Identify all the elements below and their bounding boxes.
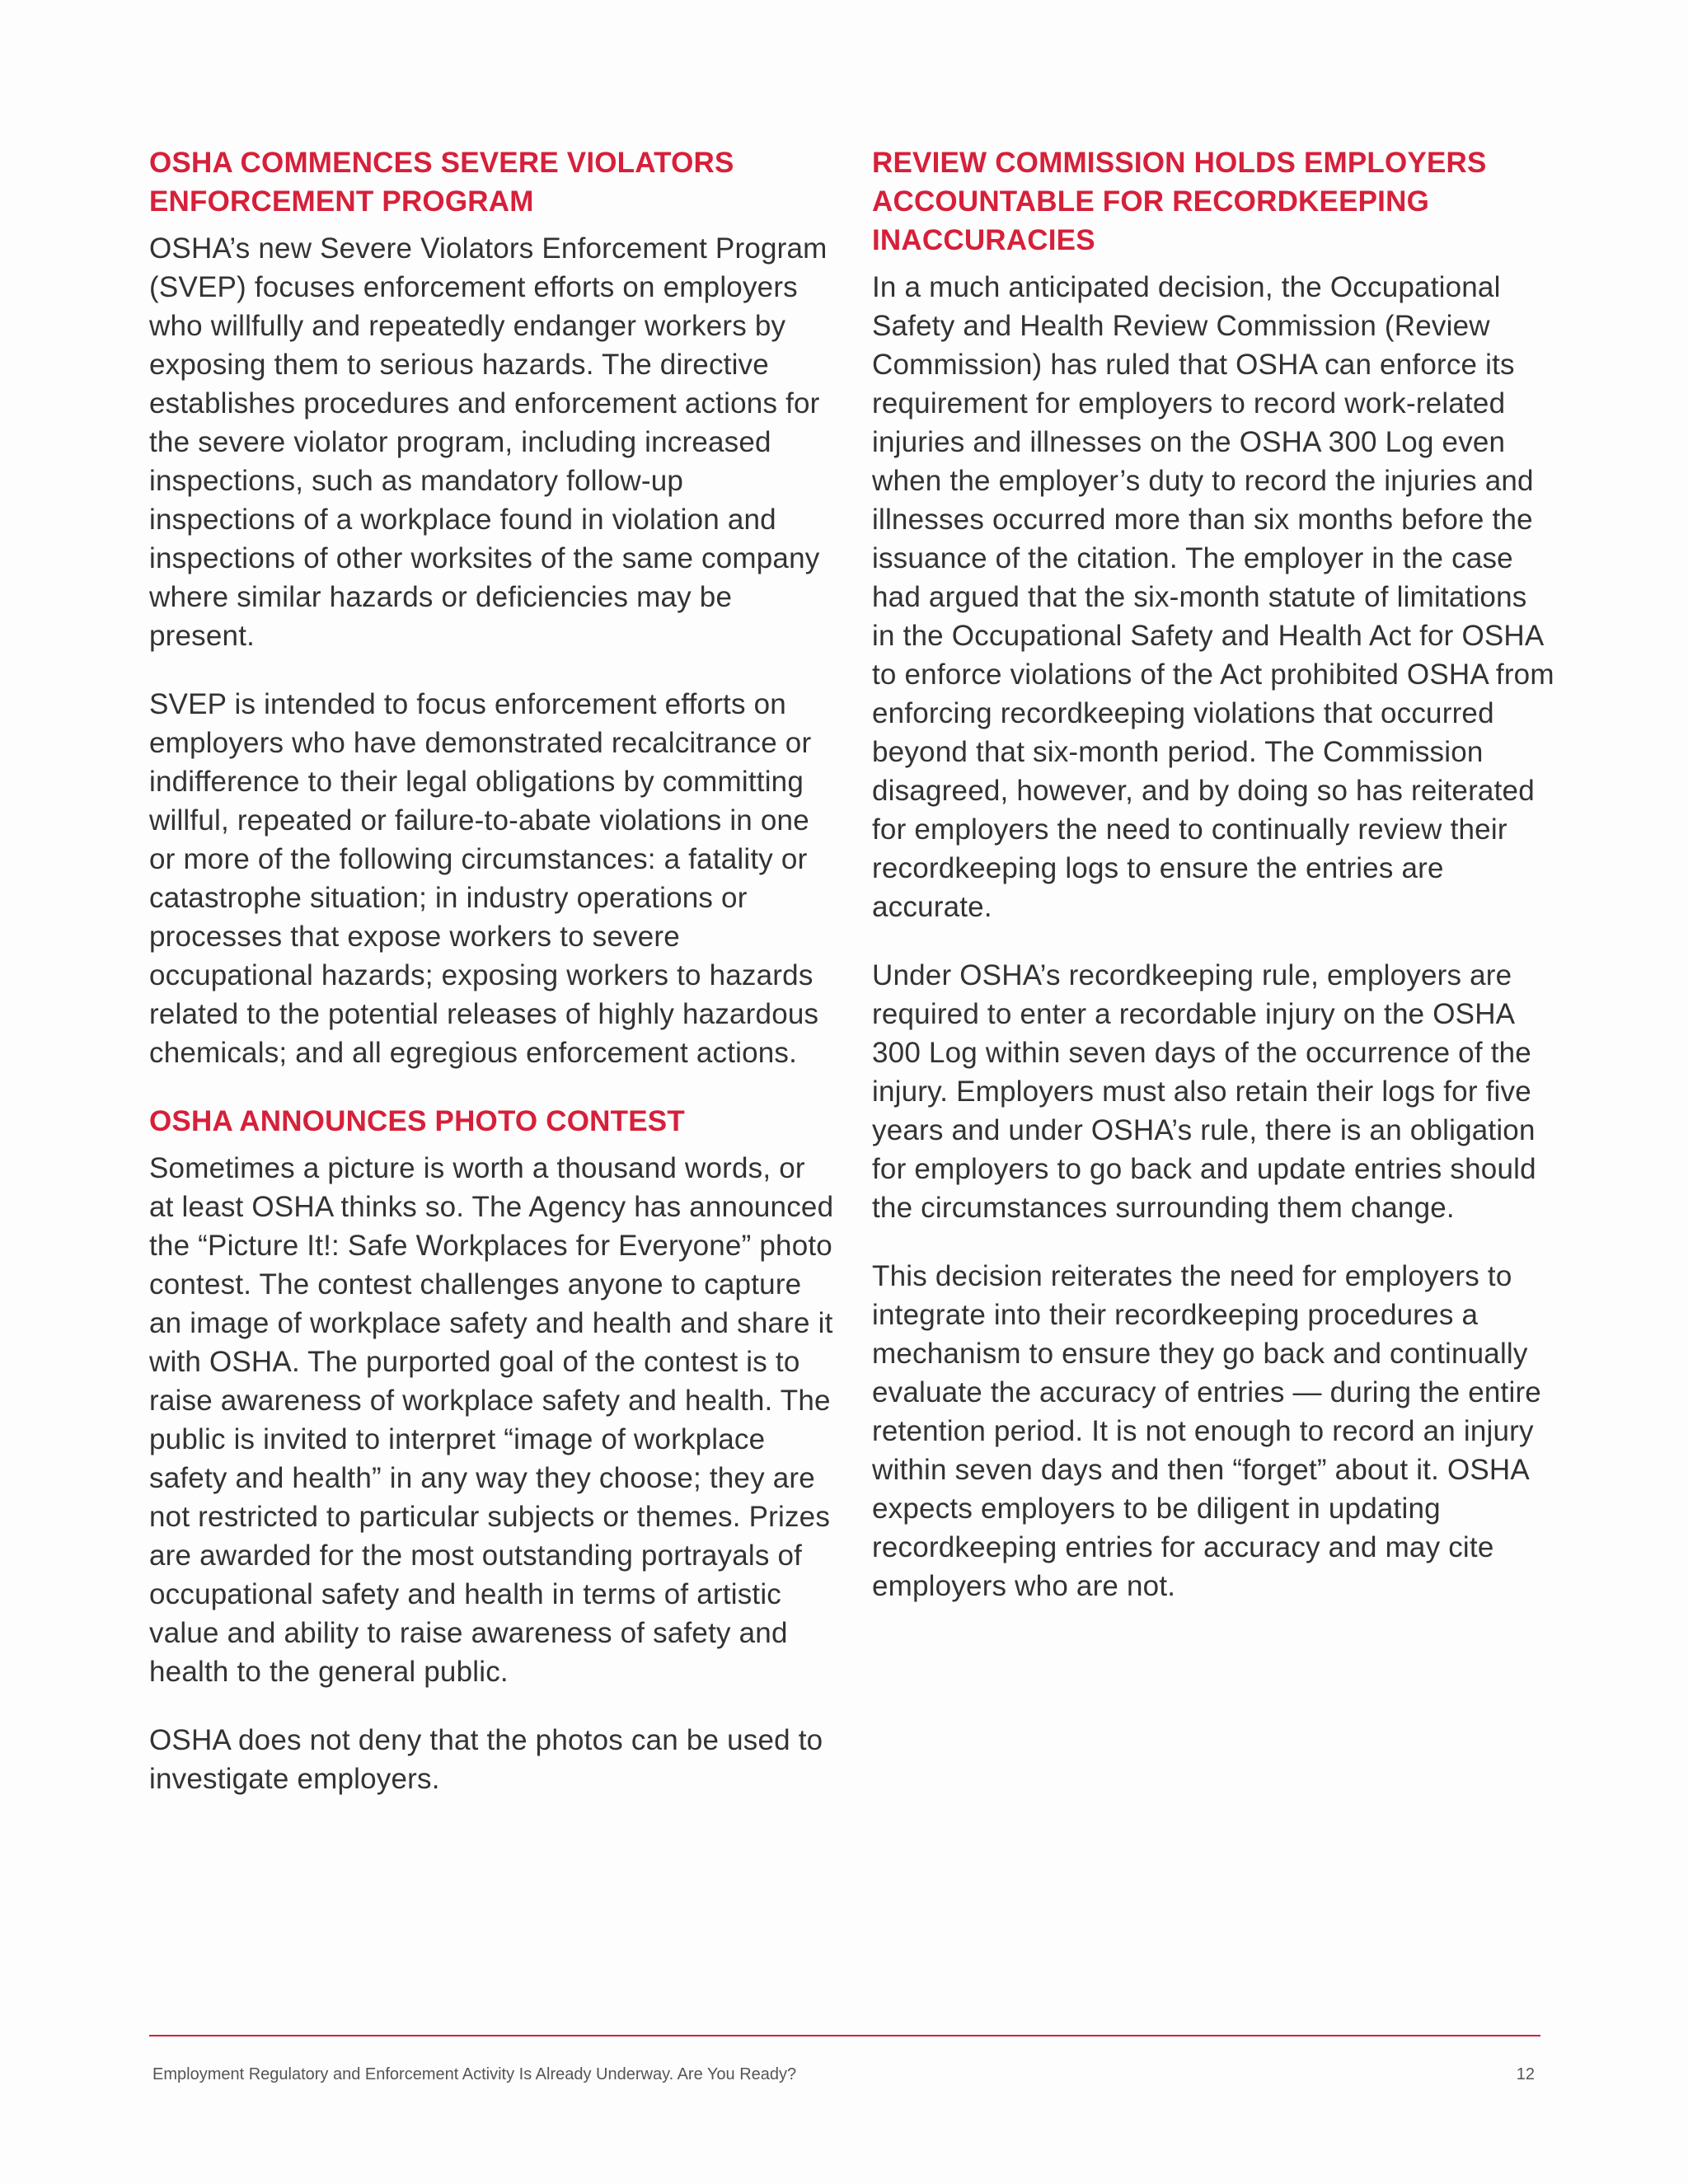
paragraph-review-decision: In a much anticipated decision, the Occupational Safety and Health Review Commission (Review Commission) has ruled that OSHA can enforce its requirement for employers to record work-related injuries and illnesses on the OSHA 300 Log even when the employer’s duty to record the injuries and illnesses occurred more than six months before the issuance of the citation. The employer in the case had argued that the six-month statute of limitations in the Occupational Safety and Health Act for OSHA to enforce violations of the Act prohibited OSHA from enforcing recordkeeping violations that occurred beyond that six-month period. The Commission disagreed, however, and by doing so has reiterated for employers the need to continually review their recordkeeping logs to ensure the entries are accurate.: [872, 271, 1554, 923]
footer-title: Employment Regulatory and Enforcement Activity Is Already Underway. Are You Ready?: [152, 2065, 797, 2083]
paragraph-recordkeeping-rule: Under OSHA’s recordkeeping rule, employers are required to enter a recordable injury on the OSHA 300 Log within seven days of the occurrence of the injury. Employers must also retain their logs for five years and under OSHA’s rule, there is an obligation for employers to go back and update entries should the circumstances surrounding them change.: [872, 959, 1536, 1224]
paragraph-photo-investigate: OSHA does not deny that the photos can be used to investigate employers.: [149, 1724, 823, 1795]
section-heading-review-commission: REVIEW COMMISSION HOLDS EMPLOYERS ACCOUNTABLE FOR RECORDKEEPING INACCURACIES: [872, 147, 1487, 256]
left-column: [149, 143, 837, 1798]
section-heading-photo-contest: OSHA ANNOUNCES PHOTO CONTEST: [149, 1105, 685, 1137]
right-column: [872, 143, 1556, 1605]
paragraph-decision-reiterates: This decision reiterates the need for employers to integrate into their recordkeeping procedures a mechanism to ensure they go back and continually evaluate the accuracy of entries — during the entire retention period. It is not enough to record an injury within seven days and then “forget” about it. OSHA expects employers to be diligent in updating recordkeeping entries for accuracy and may cite employers who are not.: [872, 1260, 1541, 1602]
footer-divider: [149, 2035, 1540, 2036]
paragraph-svep-intro: OSHA’s new Severe Violators Enforcement Program (SVEP) focuses enforcement efforts on employers who willfully and repeatedly endanger workers by exposing them to serious hazards. The directive establishes procedures and enforcement actions for the severe violator program, including increased inspections, such as mandatory follow-up inspections of a workplace found in violation and inspections of other worksites of the same company where similar hazards or deficiencies may be present.: [149, 232, 828, 652]
paragraph-svep-focus: SVEP is intended to focus enforcement efforts on employers who have demonstrated recalcitrance or indifference to their legal obligations by committing willful, repeated or failure-to-abate violations in one or more of the following circumstances: a fatality or catastrophe situation; in industry operations or processes that expose workers to severe occupational hazards; exposing workers to hazards related to the potential releases of highly hazardous chemicals; and all egregious enforcement actions.: [149, 688, 819, 1069]
page-number: 12: [1516, 2065, 1535, 2083]
section-heading-svep: OSHA COMMENCES SEVERE VIOLATORS ENFORCEMENT PROGRAM: [149, 147, 734, 218]
paragraph-photo-contest: Sometimes a picture is worth a thousand words, or at least OSHA thinks so. The Agency has announced the “Picture It!: Safe Workplaces for Everyone” photo contest. The contest challenges anyone to capture an image of workplace safety and health and share it with OSHA. The purported goal of the contest is to raise awareness of workplace safety and health. The public is invited to interpret “image of workplace safety and health” in any way they choose; they are not restricted to particular subjects or themes. Prizes are awarded for the most outstanding portrayals of occupational safety and health in terms of artistic value and ability to raise awareness of safety and health to the general public.: [149, 1152, 834, 1688]
